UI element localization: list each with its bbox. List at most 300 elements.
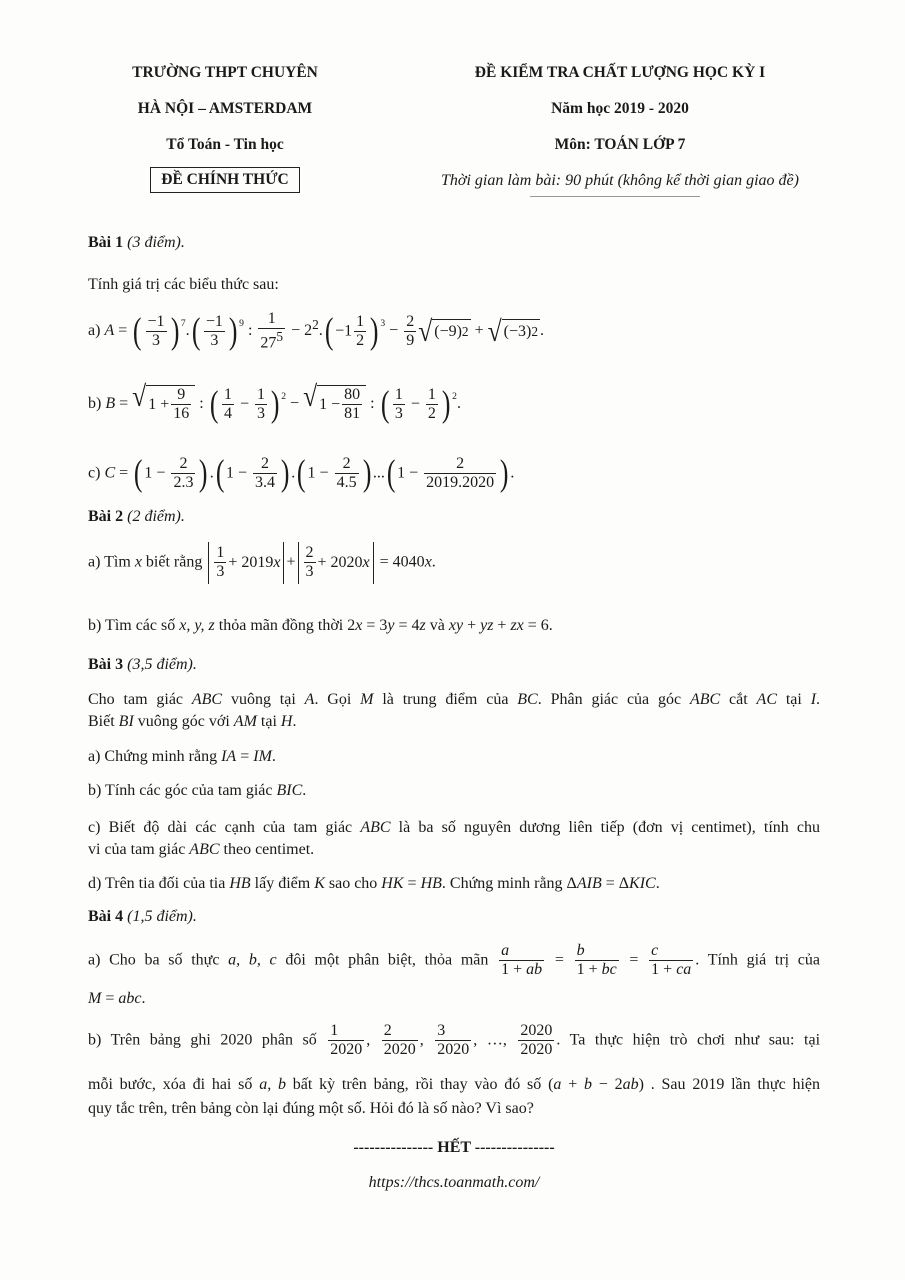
radicand xyxy=(432,319,470,345)
italic-variable xyxy=(104,322,114,339)
text: 4 xyxy=(223,404,232,422)
text: BI xyxy=(118,713,134,730)
text: đôi một phân biệt, thỏa mãn xyxy=(276,951,498,969)
fraction xyxy=(214,544,226,582)
text: 2 xyxy=(342,455,351,472)
fraction xyxy=(354,313,366,351)
fraction xyxy=(146,313,167,351)
italic-variable xyxy=(623,1076,639,1093)
text: a, b, c xyxy=(228,951,277,969)
text: 2 xyxy=(356,332,365,350)
group-content xyxy=(308,455,361,493)
fraction xyxy=(258,310,285,353)
fraction xyxy=(204,313,225,351)
numerator xyxy=(258,310,285,329)
text: a) Chứng minh rằng xyxy=(88,748,222,765)
text: 2020 xyxy=(330,1041,363,1059)
numerator xyxy=(342,386,362,405)
text: ... xyxy=(372,464,385,482)
fraction xyxy=(222,386,234,424)
exam-line xyxy=(88,817,820,839)
text: 3 xyxy=(437,1022,446,1039)
fraction xyxy=(404,313,416,351)
text: = Δ xyxy=(601,875,630,892)
square-root xyxy=(132,379,195,424)
text: IM xyxy=(253,748,272,765)
exam-line xyxy=(88,232,820,254)
fraction xyxy=(499,942,544,980)
text: x xyxy=(134,553,142,571)
text: và xyxy=(425,617,449,634)
parenthesized-group xyxy=(132,452,210,494)
text: 2 xyxy=(261,455,269,472)
text: 1 − xyxy=(144,464,170,482)
exam-line xyxy=(88,274,820,296)
numerator xyxy=(518,1022,554,1041)
denominator xyxy=(649,961,693,979)
fraction xyxy=(171,455,195,493)
text: c) Biết độ dài các cạnh của tam giác xyxy=(88,819,361,836)
text: 9 xyxy=(177,386,186,403)
text: B xyxy=(105,395,116,413)
numerator xyxy=(328,1022,364,1041)
text: . Phân giác của góc xyxy=(537,691,690,708)
text: (1,5 điểm). xyxy=(127,908,197,925)
radical-sign: √ xyxy=(132,379,147,414)
numerator xyxy=(424,455,496,474)
text: ABC xyxy=(360,819,391,836)
text: Tính giá trị các biểu thức sau: xyxy=(88,276,279,293)
text: HB xyxy=(229,875,251,892)
numerator xyxy=(404,313,416,332)
text: 2020 xyxy=(383,1041,416,1059)
text: − 2 xyxy=(287,322,313,340)
numerator xyxy=(253,455,277,474)
group-content xyxy=(397,455,498,493)
italic-variable xyxy=(253,748,272,765)
group-content xyxy=(144,455,197,493)
italic-variable xyxy=(88,990,101,1007)
text: xy xyxy=(448,617,464,634)
text: , xyxy=(366,1031,380,1049)
text: 4.5 xyxy=(336,474,357,492)
text: 1 + xyxy=(576,961,602,979)
denominator xyxy=(222,405,234,423)
denominator xyxy=(171,474,195,492)
text: , xyxy=(419,1031,434,1049)
numerator xyxy=(171,386,191,405)
italic-variable xyxy=(305,691,315,708)
exam-title: ĐỀ KIỂM TRA CHẤT LƯỢNG HỌC KỲ I xyxy=(474,64,766,81)
text: . xyxy=(291,464,296,482)
text: 1 + xyxy=(501,961,527,979)
text: vuông tại xyxy=(222,691,305,708)
text: 3 xyxy=(152,332,161,350)
text: 2 xyxy=(179,455,188,472)
exponent: 7 xyxy=(180,317,186,329)
text: x xyxy=(424,553,432,571)
exponent: 2 xyxy=(461,324,469,340)
denominator xyxy=(146,332,167,350)
text: . xyxy=(209,464,214,482)
italic-variable xyxy=(119,713,134,730)
numerator xyxy=(214,544,226,563)
numerator xyxy=(393,386,405,405)
text: = 6. xyxy=(523,617,553,634)
italic-variable xyxy=(135,554,142,571)
italic-variable xyxy=(629,875,656,892)
text: là ba số nguyên dương liên tiếp (đơn vị centimet), tính chu xyxy=(390,819,821,836)
italic-variable xyxy=(480,617,493,634)
exam-line xyxy=(88,310,820,353)
text: . xyxy=(271,748,276,765)
bold-heading xyxy=(88,656,123,673)
denominator xyxy=(255,405,267,423)
text: = xyxy=(620,951,648,969)
right-paren: ) xyxy=(499,452,509,494)
text: 81 xyxy=(344,405,361,423)
text: AM xyxy=(233,713,257,730)
radical-sign: √ xyxy=(418,314,433,348)
fraction xyxy=(255,386,267,424)
text: + xyxy=(470,322,488,340)
text: BIC xyxy=(276,782,303,799)
text: 3 xyxy=(210,332,219,350)
text: 2020 xyxy=(437,1041,470,1059)
square-root xyxy=(418,314,470,348)
text: 2 xyxy=(456,455,465,472)
text: quy tắc trên, trên bảng còn lại đúng một số. Hỏi đó là số nào? Vì sao? xyxy=(88,1100,534,1117)
fraction xyxy=(342,386,362,424)
parenthesized-group xyxy=(379,382,457,424)
italic-variable xyxy=(127,234,185,251)
text: I xyxy=(810,691,817,708)
right-paren: ) xyxy=(441,382,451,424)
text: − xyxy=(406,395,424,413)
text: ca xyxy=(676,961,692,979)
text: bất kỳ trên bảng, rồi thay vào đó số ( xyxy=(286,1076,554,1093)
text: 2020 xyxy=(520,1041,553,1059)
square-root xyxy=(487,314,540,348)
left-paren: ( xyxy=(386,452,396,494)
text: b xyxy=(576,942,585,959)
denominator xyxy=(328,1041,364,1059)
italic-variable xyxy=(277,782,303,799)
numerator xyxy=(426,386,438,405)
text: = xyxy=(115,395,133,413)
left-paren: ( xyxy=(133,452,143,494)
text: b) Tính các góc của tam giác xyxy=(88,782,277,799)
text: = xyxy=(101,990,119,1007)
exam-line xyxy=(88,942,820,980)
numerator xyxy=(382,1022,418,1041)
text: yz xyxy=(480,617,494,634)
right-paren: ) xyxy=(369,310,379,352)
italic-variable xyxy=(104,465,115,482)
text: (3 điểm). xyxy=(127,234,185,251)
text: . xyxy=(540,322,545,340)
text: 2 xyxy=(305,544,314,561)
school-year: Năm học 2019 - 2020 xyxy=(551,100,689,117)
exam-line xyxy=(88,689,820,711)
exam-line xyxy=(88,906,820,928)
text: Bài 3 xyxy=(88,656,124,673)
text: b) Trên bảng ghi 2020 phân số xyxy=(88,1031,327,1049)
text: A xyxy=(104,322,115,340)
text: ABC xyxy=(689,691,721,708)
text: 2 xyxy=(427,404,436,422)
source-link[interactable]: https://thcs.toanmath.com/ xyxy=(368,1174,540,1191)
denominator xyxy=(214,563,226,581)
parenthesized-group xyxy=(208,382,287,424)
text: x, y, z xyxy=(179,617,215,634)
italic-variable xyxy=(229,875,250,892)
text: d) Trên tia đối của tia xyxy=(88,875,230,892)
text: a) Cho ba số thực xyxy=(88,951,229,969)
radicand xyxy=(146,385,195,424)
text: : xyxy=(243,322,257,340)
text: AIB xyxy=(576,875,602,892)
italic-variable xyxy=(179,617,215,634)
exam-line xyxy=(88,654,820,676)
parenthesized-group xyxy=(214,452,292,494)
text: (−9) xyxy=(434,323,462,341)
fraction xyxy=(435,1022,471,1060)
exam-line xyxy=(88,506,820,528)
italic-variable xyxy=(259,1076,286,1093)
text: : xyxy=(195,395,208,413)
left-paren: ( xyxy=(191,310,201,352)
denominator xyxy=(382,1041,418,1059)
text: tại xyxy=(777,691,811,708)
text: + xyxy=(286,553,296,571)
text: = xyxy=(236,748,254,765)
group-content xyxy=(144,313,169,351)
text: mỗi bước, xóa đi hai số xyxy=(88,1076,260,1093)
denominator xyxy=(518,1041,554,1059)
text: ) . Sau 2019 lần thực hiện xyxy=(638,1076,821,1093)
text: . xyxy=(185,322,190,340)
text: tại xyxy=(256,713,281,730)
denominator xyxy=(304,563,316,581)
exponent: 2 xyxy=(281,390,287,402)
exponent: 2 xyxy=(452,390,457,402)
parenthesized-group xyxy=(295,452,373,494)
text: a) xyxy=(88,322,105,340)
text: 9 xyxy=(406,332,415,350)
text: , …, xyxy=(473,1031,517,1049)
numerator xyxy=(435,1022,471,1041)
text: . xyxy=(655,875,660,892)
time-limit: Thời gian làm bài: 90 phút (không kể thời gian giao đề) xyxy=(441,172,799,189)
fraction xyxy=(393,386,405,424)
text: 2 xyxy=(383,1022,392,1039)
text: HB xyxy=(420,875,442,892)
text: − xyxy=(235,395,253,413)
group-content xyxy=(335,313,368,351)
left-paren: ( xyxy=(297,452,306,494)
text: : xyxy=(366,395,379,413)
exponent: 9 xyxy=(239,317,244,329)
numerator xyxy=(222,386,234,405)
text: IA xyxy=(221,748,237,765)
text: 1 xyxy=(256,385,265,403)
denominator xyxy=(575,961,619,979)
text: . xyxy=(510,464,515,482)
school-name: TRƯỜNG THPT CHUYÊN xyxy=(132,64,318,81)
text: b xyxy=(584,1076,593,1093)
fraction xyxy=(328,1022,364,1060)
italic-variable xyxy=(381,875,403,892)
denominator xyxy=(424,474,496,492)
numerator xyxy=(146,313,167,332)
text: Cho tam giác xyxy=(88,691,192,708)
text: 1 xyxy=(394,385,403,403)
exam-line xyxy=(88,542,820,584)
text: . xyxy=(431,553,436,571)
text: + xyxy=(493,617,511,634)
parenthesized-group xyxy=(385,452,511,494)
text: + 2020 xyxy=(317,553,363,571)
text: = xyxy=(403,875,421,892)
text: − xyxy=(385,322,403,340)
text: . Chứng minh rằng Δ xyxy=(441,875,577,892)
numerator xyxy=(499,942,544,961)
text: sao cho xyxy=(324,875,382,892)
text: x xyxy=(355,617,363,634)
square-root xyxy=(303,379,366,424)
text: a, b xyxy=(259,1076,286,1093)
text: −1 xyxy=(335,322,353,340)
left-paren: ( xyxy=(209,382,219,424)
exam-line xyxy=(88,873,820,895)
text: thỏa mãn đồng thời 2 xyxy=(214,617,356,634)
text: 80 xyxy=(344,386,361,403)
parenthesized-group xyxy=(131,310,186,352)
text: a xyxy=(553,1076,562,1093)
text: . xyxy=(456,395,461,413)
exponent: 2 xyxy=(531,324,539,340)
text: ab xyxy=(622,1076,639,1093)
text: Bài 2 xyxy=(88,508,124,525)
text: 3 xyxy=(394,404,403,422)
denominator xyxy=(335,474,359,492)
denominator xyxy=(404,332,416,350)
fraction xyxy=(426,386,438,424)
text: x xyxy=(273,553,281,571)
text: M xyxy=(360,691,374,708)
right-paren: ) xyxy=(270,382,280,424)
text: . xyxy=(292,713,297,730)
text: KIC xyxy=(629,875,656,892)
fraction xyxy=(304,544,316,582)
fraction xyxy=(575,942,619,980)
radicand xyxy=(502,319,540,345)
text: abc xyxy=(118,990,142,1007)
italic-variable xyxy=(676,961,691,978)
italic-variable xyxy=(189,841,219,858)
end-mark: --------------- HẾT --------------- xyxy=(353,1139,555,1156)
text: y xyxy=(387,617,395,634)
text: 16 xyxy=(173,405,190,423)
italic-variable xyxy=(526,961,542,978)
italic-variable xyxy=(127,508,185,525)
text: (−3) xyxy=(503,323,532,341)
text: b) xyxy=(88,395,106,413)
italic-variable xyxy=(577,942,585,959)
text: 1 − xyxy=(307,464,333,482)
text: − xyxy=(286,395,304,413)
school-location: HÀ NỘI – AMSTERDAM xyxy=(137,100,313,117)
denominator xyxy=(393,405,405,423)
italic-variable xyxy=(363,552,370,574)
exam-line xyxy=(88,1022,820,1060)
text: 2.3 xyxy=(173,474,194,492)
text: 1 − xyxy=(225,464,251,482)
text: x xyxy=(362,553,370,571)
numerator xyxy=(575,942,619,961)
denominator xyxy=(426,405,438,423)
exam-line xyxy=(88,1098,820,1120)
italic-variable xyxy=(360,819,390,836)
text: . xyxy=(816,691,821,708)
text: là trung điểm của xyxy=(373,691,518,708)
text: + xyxy=(463,617,481,634)
text: 1 − xyxy=(319,395,341,413)
italic-variable xyxy=(105,395,115,412)
italic-variable xyxy=(234,713,257,730)
numerator xyxy=(649,942,693,961)
text: = xyxy=(546,951,573,969)
left-paren: ( xyxy=(380,382,390,424)
text: 3 xyxy=(256,404,265,422)
denominator xyxy=(253,474,277,492)
italic-variable xyxy=(421,875,442,892)
italic-variable xyxy=(228,952,277,969)
text: 2 xyxy=(406,312,415,330)
text: . Ta thực hiện trò chơi như sau: tại xyxy=(556,1031,821,1049)
italic-variable xyxy=(425,554,432,571)
numerator xyxy=(335,455,359,474)
italic-variable xyxy=(577,875,602,892)
text: Bài 1 xyxy=(88,234,124,251)
fraction xyxy=(382,1022,418,1060)
text: = 4040 xyxy=(375,553,425,571)
text: + xyxy=(561,1076,585,1093)
italic-variable xyxy=(651,942,658,959)
left-paren: ( xyxy=(133,310,142,352)
text: . Tính giá trị của xyxy=(695,951,820,969)
parenthesized-group xyxy=(190,310,244,352)
denominator xyxy=(435,1041,471,1059)
text: 1 xyxy=(267,310,276,327)
text: a xyxy=(501,942,510,959)
italic-variable xyxy=(118,990,141,1007)
radicand xyxy=(317,385,366,424)
exam-line xyxy=(88,711,820,733)
text: Bài 4 xyxy=(88,908,124,925)
text: 1 xyxy=(216,544,225,561)
absolute-value xyxy=(298,542,374,584)
text: bc xyxy=(601,961,617,979)
italic-variable xyxy=(360,691,373,708)
text: b) Tìm các số xyxy=(88,617,180,634)
text: theo centimet. xyxy=(219,841,315,858)
text: K xyxy=(314,875,325,892)
text: + 2019 xyxy=(228,553,274,571)
italic-variable xyxy=(127,656,197,673)
bold-heading xyxy=(88,508,123,525)
